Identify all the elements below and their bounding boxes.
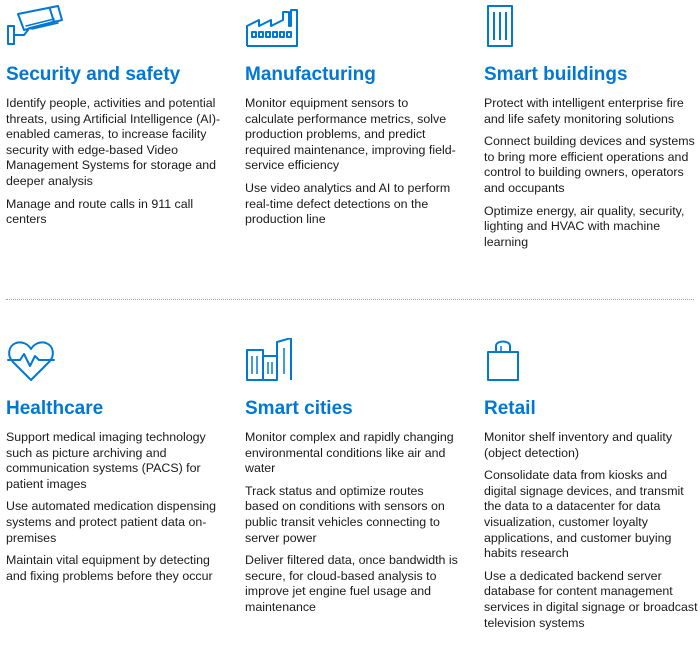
section-paragraph: Connect building devices and systems to bring more efficient operations and control to building owners, operators and occupants xyxy=(484,134,695,195)
section-paragraph: Use video analytics and AI to perform real-time defect detections on the production line xyxy=(245,180,451,227)
building-icon xyxy=(484,4,544,52)
section-title: Smart cities xyxy=(245,398,353,419)
section-smart-cities xyxy=(245,338,460,623)
section-title: Manufacturing xyxy=(245,64,376,85)
section-security-and-safety xyxy=(6,4,221,235)
section-manufacturing xyxy=(245,4,460,235)
section-smart-buildings xyxy=(484,4,699,257)
section-paragraph: Monitor shelf inventory and quality (object detection) xyxy=(484,430,673,460)
heart-pulse-icon xyxy=(6,338,66,386)
section-title: Smart buildings xyxy=(484,64,628,85)
section-paragraph: Monitor equipment sensors to calculate performance metrics, solve production problems, and predict required maintenance, improving field-service efficiency xyxy=(245,96,456,173)
city-icon xyxy=(245,338,305,386)
section-title: Security and safety xyxy=(6,64,181,85)
section-paragraph: Maintain vital equipment by detecting and fixing problems before they occur xyxy=(6,553,213,583)
security-camera-icon xyxy=(6,4,66,52)
section-title: Healthcare xyxy=(6,398,104,419)
section-paragraph: Protect with intelligent enterprise fire and life safety monitoring solutions xyxy=(484,96,684,126)
section-paragraph: Manage and route calls in 911 call centers xyxy=(6,196,194,227)
section-title: Retail xyxy=(484,398,536,419)
section-paragraph: Monitor complex and rapidly changing environmental conditions like air and water xyxy=(245,430,454,476)
section-paragraph: Identify people, activities and potential threats, using Artificial Intelligence (AI)-enabled cameras, to increase facility security with edge-based Video Management Systems for storage and deeper analysis xyxy=(6,96,221,188)
section-paragraph: Support medical imaging technology such as picture archiving and communication systems (PACS) for patient images xyxy=(6,430,206,491)
section-paragraph: Use automated medication dispensing systems and protect patient data on-premises xyxy=(6,499,217,545)
factory-icon xyxy=(245,4,305,52)
section-paragraph: Consolidate data from kiosks and digital signage devices, and transmit the data to a datacenter for data visualization, customer loyalty applications, and customer buying habits research xyxy=(484,468,684,561)
section-paragraph: Track status and optimize routes based on conditions with sensors on public transit vehicles connecting to server power xyxy=(245,483,445,545)
section-paragraph: Optimize energy, air quality, security, lighting and HVAC with machine learning xyxy=(484,203,685,249)
section-paragraph: Use a dedicated backend server database for content management services in digital signage or broadcast television systems xyxy=(484,568,698,630)
shopping-bag-icon xyxy=(484,338,544,386)
section-paragraph: Deliver filtered data, once bandwidth is secure, for cloud-based analysis to improve jet engine fuel usage and maintenance xyxy=(245,553,458,614)
section-healthcare xyxy=(6,338,221,591)
section-divider xyxy=(6,299,694,300)
section-retail xyxy=(484,338,699,638)
